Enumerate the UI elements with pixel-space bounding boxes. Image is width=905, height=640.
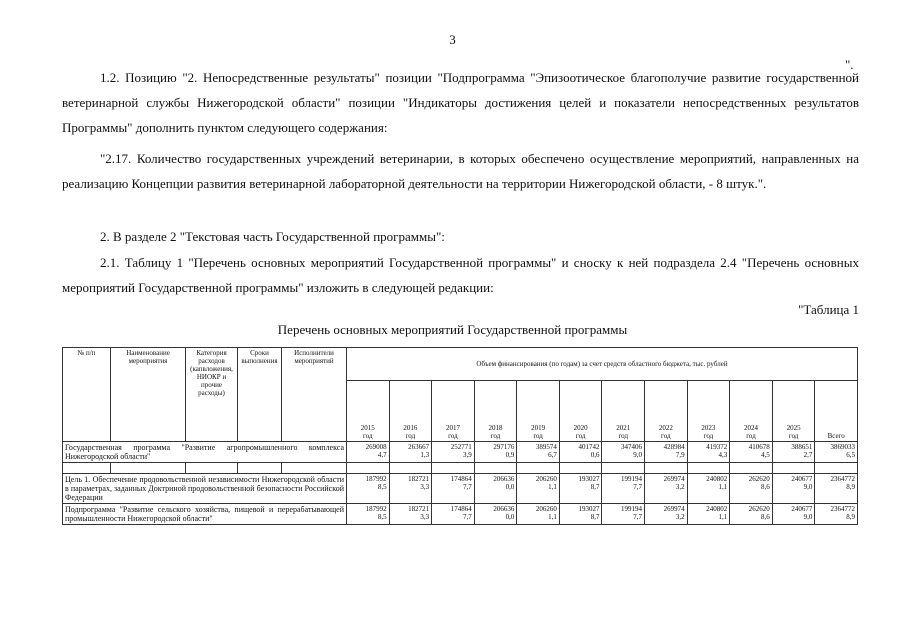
value-cell [559, 442, 602, 463]
value-line-2: 3,2 [675, 483, 685, 491]
spacer-cell [645, 463, 688, 474]
header-year-unit: год [448, 432, 458, 440]
spacer-cell [815, 463, 858, 474]
page-number: 3 [449, 32, 456, 47]
value-line-2: 9,0 [803, 513, 813, 521]
header-year-number: 2024 [743, 424, 758, 432]
paragraph-1-2: 1.2. Позицию "2. Непосредственные результаты" позиции "Подпрограмма "Эпизоотическое благополучие развитие государственной ветеринарной службы Нижегородской области" позиции "Индикаторы достижения целей и показатели непосредственных результатов Программы" дополнить пунктом следующего содержания: [62, 70, 859, 135]
value-line-2: 0,0 [505, 483, 515, 491]
value-line-2: 9,0 [803, 483, 813, 491]
value-cell [474, 474, 517, 504]
closing-quote: ". [845, 57, 854, 72]
spacer-cell [389, 463, 432, 474]
table-label: "Таблица 1 [798, 302, 859, 317]
paragraph-2-1: 2.1. Таблицу 1 "Перечень основных мероприятий Государственной программы" и сноску к ней подраздела 2.4 "Перечень основных мероприятий Государственной программы" изложить в следующей редакции: [62, 255, 859, 295]
value-cell [602, 504, 645, 525]
measures-table [62, 347, 858, 525]
value-cell [559, 504, 602, 525]
header-year-number: 2015 [360, 424, 375, 432]
value-line-2: 8,6 [761, 513, 770, 521]
value-line-1: 263667 [408, 443, 430, 451]
header-year-unit: год [575, 432, 586, 440]
header-financing: Объем финансирования (по годам) за счет средств областного бюджета, тыс. рублей [347, 348, 858, 381]
spacer-cell [474, 463, 517, 474]
value-line-1: 410678 [748, 443, 770, 451]
header-year [645, 381, 688, 442]
spacer-cell [559, 463, 602, 474]
header-name: Наименование мероприятия [111, 348, 186, 442]
header-year [517, 381, 560, 442]
header-year-number: 2022 [658, 424, 673, 432]
value-line-2: 4,5 [761, 451, 770, 459]
row-name: Цель 1. Обеспечение продовольственной независимости Нижегородской области в параметрах, заданных Доктриной продовольственной безопасности Российской Федерации [63, 474, 347, 504]
value-line-2: 1,1 [548, 513, 557, 521]
header-year-number: 2016 [403, 424, 418, 432]
row-name: Подпрограмма "Развитие сельского хозяйства, пищевой и перерабатывающей промышленности Нижегородской области" [63, 504, 347, 525]
value-cell [432, 474, 475, 504]
value-cell [517, 504, 560, 525]
header-year [389, 381, 432, 442]
value-line-2: 0,9 [505, 451, 515, 459]
header-year-unit: год [490, 432, 501, 440]
value-line-1: 187992 [365, 475, 387, 483]
value-line-2: 4,7 [377, 451, 387, 459]
value-cell [815, 474, 858, 504]
value-line-1: 174864 [450, 505, 472, 513]
table-row [63, 504, 858, 525]
value-line-2: 0,0 [505, 513, 515, 521]
value-cell [687, 474, 730, 504]
header-year-unit: год [788, 432, 799, 440]
value-line-1: 187992 [365, 505, 387, 513]
value-line-1: 240677 [791, 505, 813, 513]
spacer-cell [687, 463, 730, 474]
row-name: Государственная программа "Развитие агропромышленного комплекса Нижегородской области" [63, 442, 347, 463]
paragraph-section-2: 2. В разделе 2 "Текстовая часть Государственной программы": [100, 229, 445, 244]
value-line-2: 2,7 [803, 451, 813, 459]
value-cell [730, 442, 773, 463]
value-line-1: 2364772 [830, 505, 855, 513]
value-line-1: 269974 [663, 475, 685, 483]
value-cell [517, 442, 560, 463]
header-year [559, 381, 602, 442]
header-year-unit: год [703, 432, 714, 440]
value-line-1: 262620 [748, 505, 770, 513]
header-year [347, 381, 390, 442]
value-cell [517, 474, 560, 504]
table-row [63, 474, 858, 504]
value-cell [432, 442, 475, 463]
header-year-number: 2017 [445, 424, 460, 432]
value-line-2: 1,3 [420, 451, 430, 459]
value-line-1: 3869033 [830, 443, 855, 451]
value-line-2: 8,7 [590, 513, 600, 521]
spacer-cell [602, 463, 645, 474]
header-year-number: 2018 [488, 424, 503, 432]
value-cell [559, 474, 602, 504]
value-line-1: 182721 [408, 505, 430, 513]
header-year-unit: год [618, 432, 629, 440]
value-cell [815, 504, 858, 525]
row-spacer [63, 463, 858, 474]
value-line-2: 7,7 [633, 513, 643, 521]
spacer-cell [432, 463, 475, 474]
spacer-cell [63, 463, 111, 474]
paragraph-2-17: "2.17. Количество государственных учреждений ветеринарии, в которых обеспечено осуществление мероприятий, направленных на реализацию Концепции развития ветеринарной лабораторной деятельности на территории Нижегородской области, - 8 штук.". [62, 151, 859, 191]
value-line-1: 174864 [450, 475, 472, 483]
value-cell [389, 474, 432, 504]
header-executors: Исполнители мероприятий [282, 348, 347, 442]
value-line-2: 1,1 [548, 483, 557, 491]
header-year-unit: год [363, 432, 373, 440]
value-cell [602, 474, 645, 504]
value-line-2: 9,0 [633, 451, 643, 459]
value-line-2: 3,2 [675, 513, 685, 521]
value-line-1: 252771 [450, 443, 472, 451]
value-cell [347, 442, 390, 463]
spacer-cell [282, 463, 347, 474]
header-year-unit: год [746, 432, 756, 440]
value-line-1: 297176 [493, 443, 515, 451]
spacer-cell [347, 463, 390, 474]
value-cell [815, 442, 858, 463]
spacer-cell [772, 463, 815, 474]
header-year [602, 381, 645, 442]
value-line-2: 7,7 [462, 483, 472, 491]
value-line-2: 6,7 [548, 451, 557, 459]
value-line-2: 3,3 [420, 513, 430, 521]
value-line-1: 240802 [706, 505, 728, 513]
value-cell [389, 504, 432, 525]
value-cell [645, 474, 688, 504]
value-line-1: 182721 [408, 475, 430, 483]
value-line-1: 240677 [791, 475, 813, 483]
value-line-2: 1,1 [718, 483, 728, 491]
value-line-1: 262620 [748, 475, 770, 483]
value-cell [645, 504, 688, 525]
table-title: Перечень основных мероприятий Государственной программы [277, 322, 628, 337]
value-cell [645, 442, 688, 463]
header-year [687, 381, 730, 442]
value-cell [347, 504, 390, 525]
value-line-1: 206636 [493, 475, 515, 483]
value-line-1: 206260 [535, 475, 557, 483]
value-line-1: 2364772 [830, 475, 855, 483]
value-cell [772, 442, 815, 463]
value-line-2: 8,7 [590, 483, 600, 491]
header-category: Категория расходов (капвложения, НИОКР и прочие расходы) [186, 348, 238, 442]
value-line-1: 206636 [493, 505, 515, 513]
value-cell [687, 504, 730, 525]
value-line-1: 347406 [621, 443, 643, 451]
value-cell [389, 442, 432, 463]
value-line-1: 269008 [365, 443, 387, 451]
value-line-1: 199194 [621, 505, 643, 513]
value-line-2: 0,6 [590, 451, 600, 459]
value-cell [432, 504, 475, 525]
header-num: № п/п [63, 348, 111, 442]
value-line-2: 3,9 [462, 451, 472, 459]
value-line-2: 3,3 [420, 483, 430, 491]
value-line-2: 7,7 [462, 513, 472, 521]
header-year-number: 2023 [701, 424, 716, 432]
value-line-1: 401742 [578, 443, 600, 451]
value-line-1: 389574 [535, 443, 557, 451]
value-line-2: 8,5 [377, 483, 387, 491]
value-line-1: 388651 [791, 443, 813, 451]
value-cell [347, 474, 390, 504]
header-terms: Сроки выполнения [238, 348, 282, 442]
value-line-1: 269974 [663, 505, 685, 513]
header-year [772, 381, 815, 442]
header-year-unit: год [661, 432, 671, 440]
value-line-2: 8,9 [846, 483, 855, 491]
value-line-1: 240802 [706, 475, 728, 483]
value-cell [772, 504, 815, 525]
header-year-number: 2019 [531, 424, 546, 432]
value-cell [730, 504, 773, 525]
spacer-cell [238, 463, 282, 474]
value-line-2: 8,9 [846, 513, 855, 521]
header-total: Всего [815, 381, 858, 442]
value-line-2: 8,5 [377, 513, 387, 521]
header-year-number: 2025 [786, 424, 801, 432]
value-line-2: 7,9 [675, 451, 685, 459]
spacer-cell [730, 463, 773, 474]
header-year [474, 381, 517, 442]
header-year-unit: год [405, 432, 416, 440]
header-year-number: 2021 [616, 424, 631, 432]
value-line-1: 193027 [578, 475, 600, 483]
value-cell [772, 474, 815, 504]
value-line-2: 7,7 [633, 483, 643, 491]
value-line-1: 419372 [706, 443, 728, 451]
value-line-1: 428984 [663, 443, 685, 451]
value-line-2: 8,6 [761, 483, 770, 491]
spacer-cell [111, 463, 186, 474]
spacer-cell [186, 463, 238, 474]
header-year-number: 2020 [573, 424, 588, 432]
header-year-unit: год [533, 432, 543, 440]
value-cell [602, 442, 645, 463]
value-line-2: 4,3 [718, 451, 728, 459]
value-cell [474, 504, 517, 525]
header-year [730, 381, 773, 442]
value-line-2: 1,1 [718, 513, 728, 521]
value-cell [474, 442, 517, 463]
value-line-1: 193027 [578, 505, 600, 513]
spacer-cell [517, 463, 560, 474]
value-cell [730, 474, 773, 504]
value-cell [687, 442, 730, 463]
value-line-2: 6,5 [846, 451, 855, 459]
table-row [63, 442, 858, 463]
value-line-1: 199194 [621, 475, 643, 483]
header-year [432, 381, 475, 442]
value-line-1: 206260 [535, 505, 557, 513]
